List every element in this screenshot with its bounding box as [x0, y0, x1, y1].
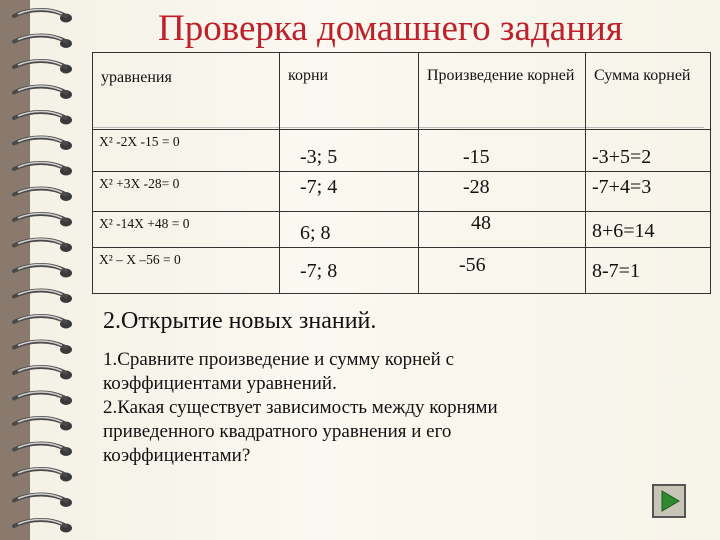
slide-title: Проверка домашнего задания — [158, 8, 623, 49]
binding-ring — [14, 469, 72, 482]
roots-cell: -7; 4 — [280, 172, 419, 212]
equation-cell: X² -14X +48 = 0 — [93, 212, 280, 248]
table-row — [93, 212, 711, 248]
binding-ring — [14, 188, 72, 201]
binding-ring — [14, 316, 72, 329]
questions-text — [103, 348, 663, 468]
play-arrow-icon — [654, 486, 684, 516]
binding-ring — [14, 86, 72, 99]
question-line: 2.Какая существует зависимость между корнями — [103, 397, 498, 418]
equation-cell: X² -2X -15 = 0 — [93, 130, 280, 172]
sum-cell: 8+6=14 — [586, 212, 711, 248]
question-line: приведенного квадратного уравнения и его — [103, 421, 452, 442]
table-row — [93, 130, 711, 172]
binding-ring — [14, 239, 72, 252]
binding-ring — [14, 10, 72, 23]
header-roots: корни — [280, 53, 419, 130]
equation-cell: X² +3X -28= 0 — [93, 172, 280, 212]
roots-cell: -7; 8 — [280, 248, 419, 294]
binding-ring — [14, 367, 72, 380]
product-cell: -28 — [419, 172, 586, 212]
header-sum: Сумма корней — [586, 53, 711, 130]
binding-ring — [14, 137, 72, 150]
next-slide-button[interactable] — [652, 484, 686, 518]
roots-table — [92, 52, 711, 294]
binding-ring — [14, 392, 72, 405]
binding-ring — [14, 112, 72, 125]
header-equations: уравнения — [93, 53, 280, 130]
section-heading: 2.Открытие новых знаний. — [103, 308, 377, 334]
binding-ring — [14, 35, 72, 48]
binding-ring — [14, 290, 72, 303]
binding-ring — [14, 341, 72, 354]
sum-cell: -3+5=2 — [586, 130, 711, 172]
binding-ring — [14, 265, 72, 278]
header-product: Произведение корней — [419, 53, 586, 130]
roots-cell: -3; 5 — [280, 130, 419, 172]
binding-ring — [14, 214, 72, 227]
question-line: коэффициентами? — [103, 445, 251, 466]
roots-cell: 6; 8 — [280, 212, 419, 248]
equation-cell: X² – X –56 = 0 — [93, 248, 280, 294]
binding-ring — [14, 163, 72, 176]
sum-cell: 8-7=1 — [586, 248, 711, 294]
binding-ring — [14, 443, 72, 456]
question-line: 1.Сравните произведение и сумму корней с — [103, 349, 455, 370]
product-cell: -15 — [419, 130, 586, 172]
product-cell: -56 — [419, 248, 586, 294]
table-row — [93, 172, 711, 212]
spiral-binding-icon — [0, 0, 90, 540]
binding-ring — [14, 520, 72, 533]
question-line: коэффициентами уравнений. — [103, 373, 337, 394]
binding-ring — [14, 418, 72, 431]
table-row — [93, 248, 711, 294]
product-cell: 48 — [419, 212, 586, 248]
table-header-row — [93, 53, 711, 130]
binding-ring — [14, 494, 72, 507]
binding-ring — [14, 61, 72, 74]
sum-cell: -7+4=3 — [586, 172, 711, 212]
